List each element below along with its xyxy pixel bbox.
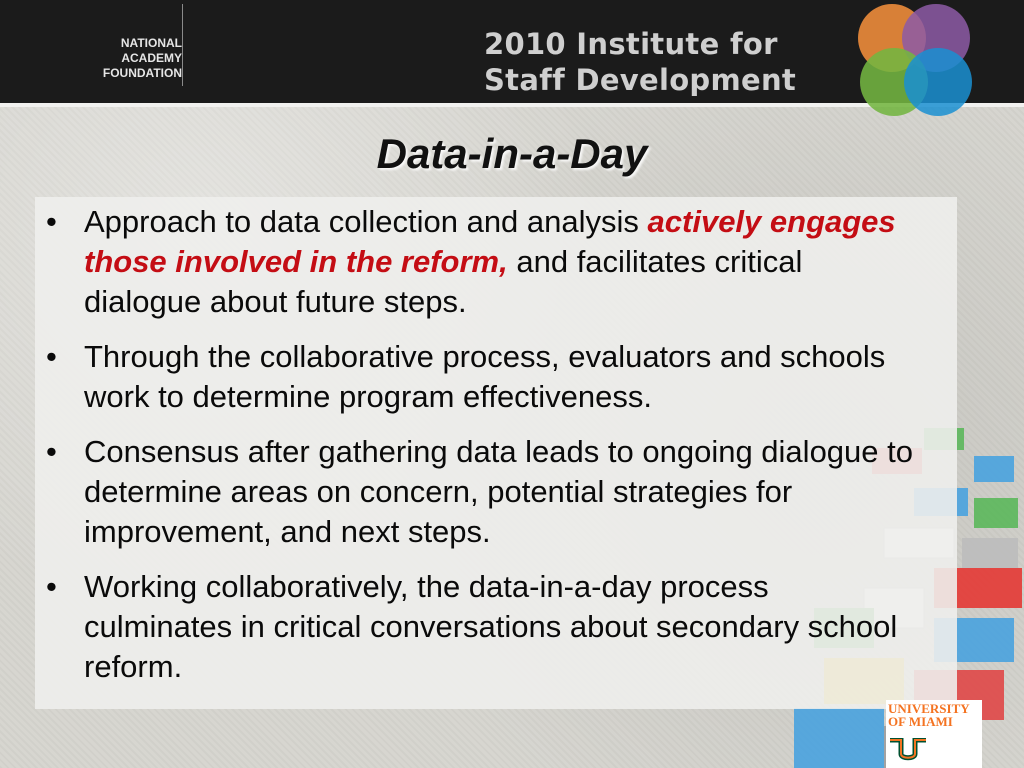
- bullet-text: and facilitates critical dialogue about future steps.: [84, 244, 803, 319]
- list-item: [42, 567, 922, 687]
- slide-title: Data-in-a-Day: [376, 130, 648, 177]
- event-title-line: Staff Development: [484, 63, 797, 97]
- bullet-emphasis: actively engages those involved in the reform,: [84, 204, 896, 279]
- bullet-icon: •: [46, 569, 57, 604]
- event-title: [484, 26, 796, 98]
- org-logo-line: NATIONAL: [120, 36, 182, 50]
- university-logo-line: OF MIAMI: [888, 714, 953, 729]
- university-logo-text: [888, 702, 970, 728]
- org-logo-line: ACADEMY: [121, 51, 182, 65]
- org-logo: [86, 36, 182, 81]
- list-item: [42, 337, 922, 417]
- bullet-text: Consensus after gathering data leads to ongoing dialogue to determine areas on concern, potential strategies for improvement, and next steps.: [84, 434, 913, 549]
- event-title-line: 2010 Institute for: [484, 27, 778, 61]
- header-divider: [182, 4, 183, 86]
- bullet-text: Through the collaborative process, evaluators and schools work to determine program effectiveness.: [84, 339, 886, 414]
- bullet-icon: •: [46, 434, 57, 469]
- bullet-list: [42, 202, 922, 702]
- bullet-icon: •: [46, 204, 57, 239]
- university-logo-line: UNIVERSITY: [888, 701, 970, 716]
- overlapping-circles-logo-icon: [852, 0, 982, 120]
- list-item: [42, 432, 922, 552]
- bullet-text: Approach to data collection and analysis: [84, 204, 648, 239]
- bullet-icon: •: [46, 339, 57, 374]
- bullet-text: Working collaboratively, the data-in-a-day process culminates in critical conversations about secondary school reform.: [84, 569, 898, 684]
- university-logo: [886, 700, 982, 768]
- list-item: [42, 202, 922, 322]
- university-u-mark-icon: [888, 738, 928, 766]
- org-logo-line: FOUNDATION: [102, 66, 182, 80]
